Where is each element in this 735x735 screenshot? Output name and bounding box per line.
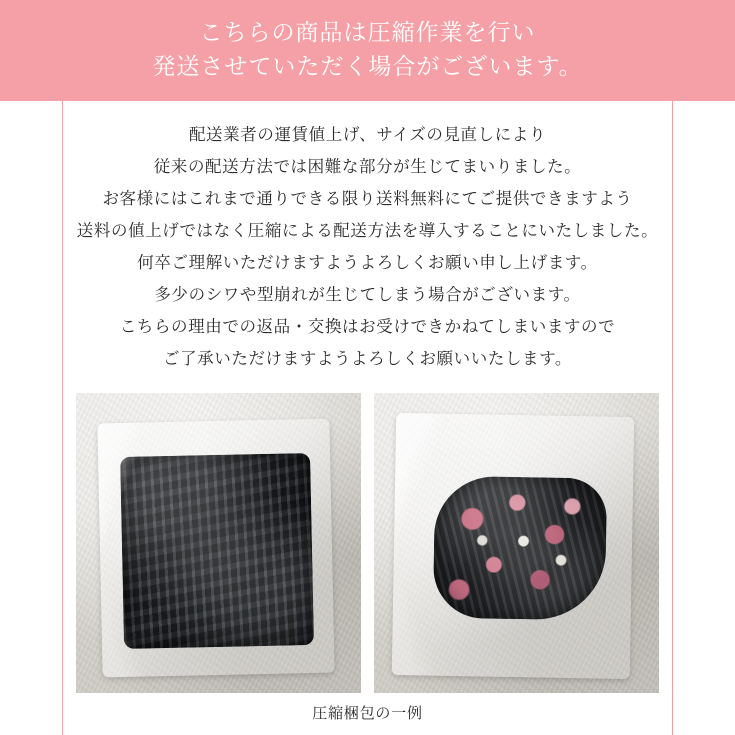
notice-line-3: お客様にはこれまで通りできる限り送料無料にてご提供できますよう	[102, 190, 633, 208]
photo-caption: 圧縮梱包の一例	[312, 705, 423, 722]
notice-line-2: 従来の配送方法では困難な部分が生じてまいりました。	[153, 158, 582, 176]
notice-line-5: 何卒ご理解いただけますようよろしくお願い申し上げます。	[137, 254, 598, 272]
photo-row	[76, 393, 659, 693]
notice-line-6: 多少のシワや型崩れが生じてしまう場合がございます。	[154, 286, 581, 304]
photo-compressed-dark-garment	[76, 393, 361, 693]
notice-paragraph	[28, 119, 708, 375]
header-banner	[0, 0, 735, 100]
dark-garment	[120, 453, 314, 649]
photo-compressed-floral-garment	[374, 393, 659, 693]
notice-line-4: 送料の値上げではなく圧縮による配送方法を導入することにいたしました。	[76, 222, 659, 240]
vacuum-bag	[392, 413, 635, 679]
banner-line-1: こちらの商品は圧縮作業を行い	[199, 19, 536, 45]
banner-line-2: 発送させていただく場合がございます。	[152, 53, 583, 79]
notice-line-8: ご了承いただけますようよろしくお願いいたします。	[162, 350, 573, 368]
floral-garment	[433, 476, 607, 621]
notice-frame	[0, 100, 735, 735]
notice-line-1: 配送業者の運賃値上げ、サイズの見直しにより	[188, 126, 547, 144]
vacuum-bag	[97, 419, 334, 678]
notice-line-7: こちらの理由での返品・交換はお受けできかねてしまいますので	[119, 318, 616, 336]
